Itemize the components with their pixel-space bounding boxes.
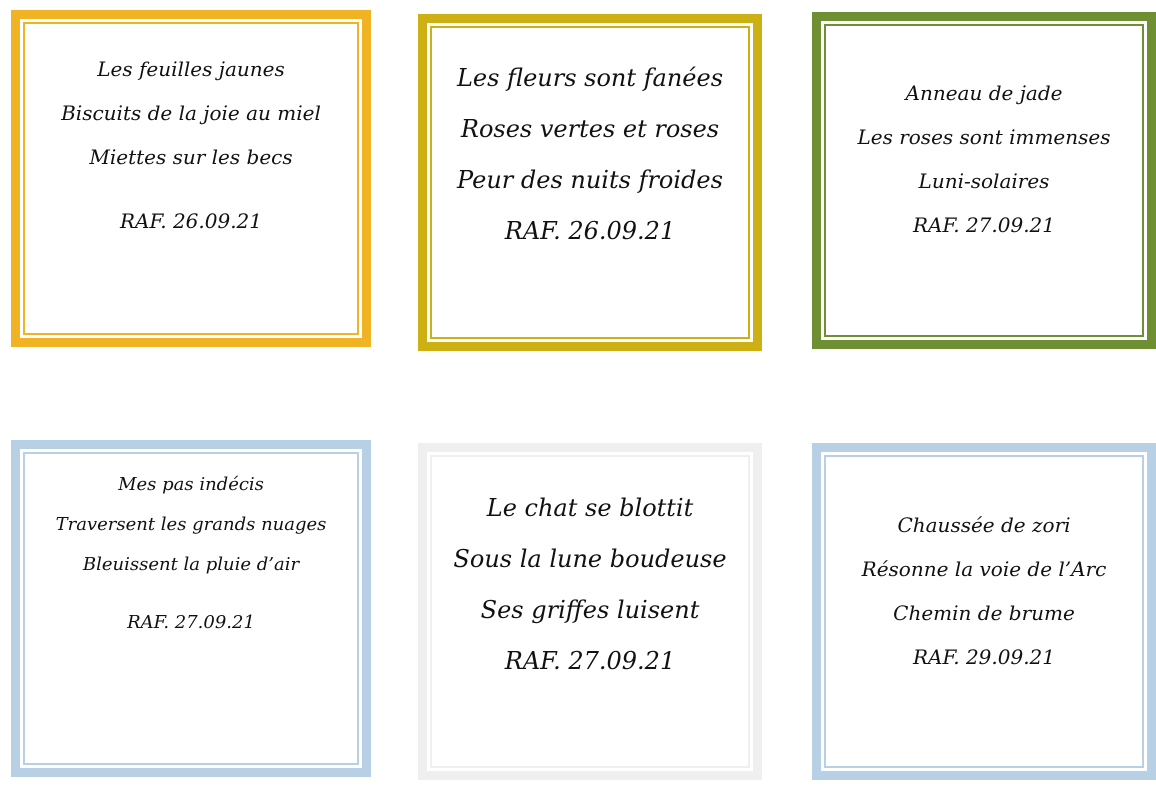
haiku-signature: RAF. 26.09.21 — [119, 209, 263, 233]
haiku-line-3: Miettes sur les becs — [89, 145, 293, 169]
haiku-signature: RAF. 26.09.21 — [504, 217, 676, 245]
haiku-card-5 — [418, 443, 762, 780]
haiku-line-1: Chaussée de zori — [897, 513, 1071, 537]
haiku-signature: RAF. 27.09.21 — [504, 647, 676, 675]
haiku-line-1: Les feuilles jaunes — [97, 57, 285, 81]
haiku-card-3 — [812, 12, 1156, 349]
haiku-text — [427, 483, 753, 687]
haiku-text — [20, 47, 362, 243]
haiku-line-1: Les fleurs sont fanées — [456, 64, 724, 92]
haiku-line-3: Peur des nuits froides — [457, 166, 723, 194]
haiku-line-3: Bleuissent la pluie d’air — [82, 554, 300, 575]
haiku-line-2: Roses vertes et roses — [460, 115, 720, 143]
haiku-card-6 — [812, 443, 1156, 780]
haiku-signature: RAF. 27.09.21 — [912, 213, 1056, 237]
blank-line — [20, 585, 362, 603]
haiku-line-2: Résonne la voie de l’Arc — [861, 557, 1107, 581]
haiku-line-2: Sous la lune boudeuse — [453, 545, 727, 573]
haiku-line-3: Chemin de brume — [893, 601, 1075, 625]
blank-line — [20, 179, 362, 199]
haiku-text — [821, 503, 1147, 679]
haiku-text — [20, 465, 362, 643]
haiku-text — [427, 53, 753, 257]
haiku-line-1: Le chat se blottit — [486, 494, 694, 522]
haiku-line-1: Anneau de jade — [905, 81, 1063, 105]
haiku-line-3: Ses griffes luisent — [480, 596, 700, 624]
haiku-signature: RAF. 29.09.21 — [912, 645, 1056, 669]
haiku-text — [821, 71, 1147, 247]
haiku-card-2 — [418, 14, 762, 351]
haiku-line-3: Luni-solaires — [918, 169, 1050, 193]
haiku-line-1: Mes pas indécis — [118, 474, 264, 495]
haiku-line-2: Traversent les grands nuages — [55, 514, 327, 535]
haiku-line-2: Les roses sont immenses — [857, 125, 1111, 149]
haiku-card-4 — [11, 440, 371, 777]
haiku-signature: RAF. 27.09.21 — [127, 612, 255, 633]
haiku-line-2: Biscuits de la joie au miel — [61, 101, 321, 125]
haiku-card-1 — [11, 10, 371, 347]
